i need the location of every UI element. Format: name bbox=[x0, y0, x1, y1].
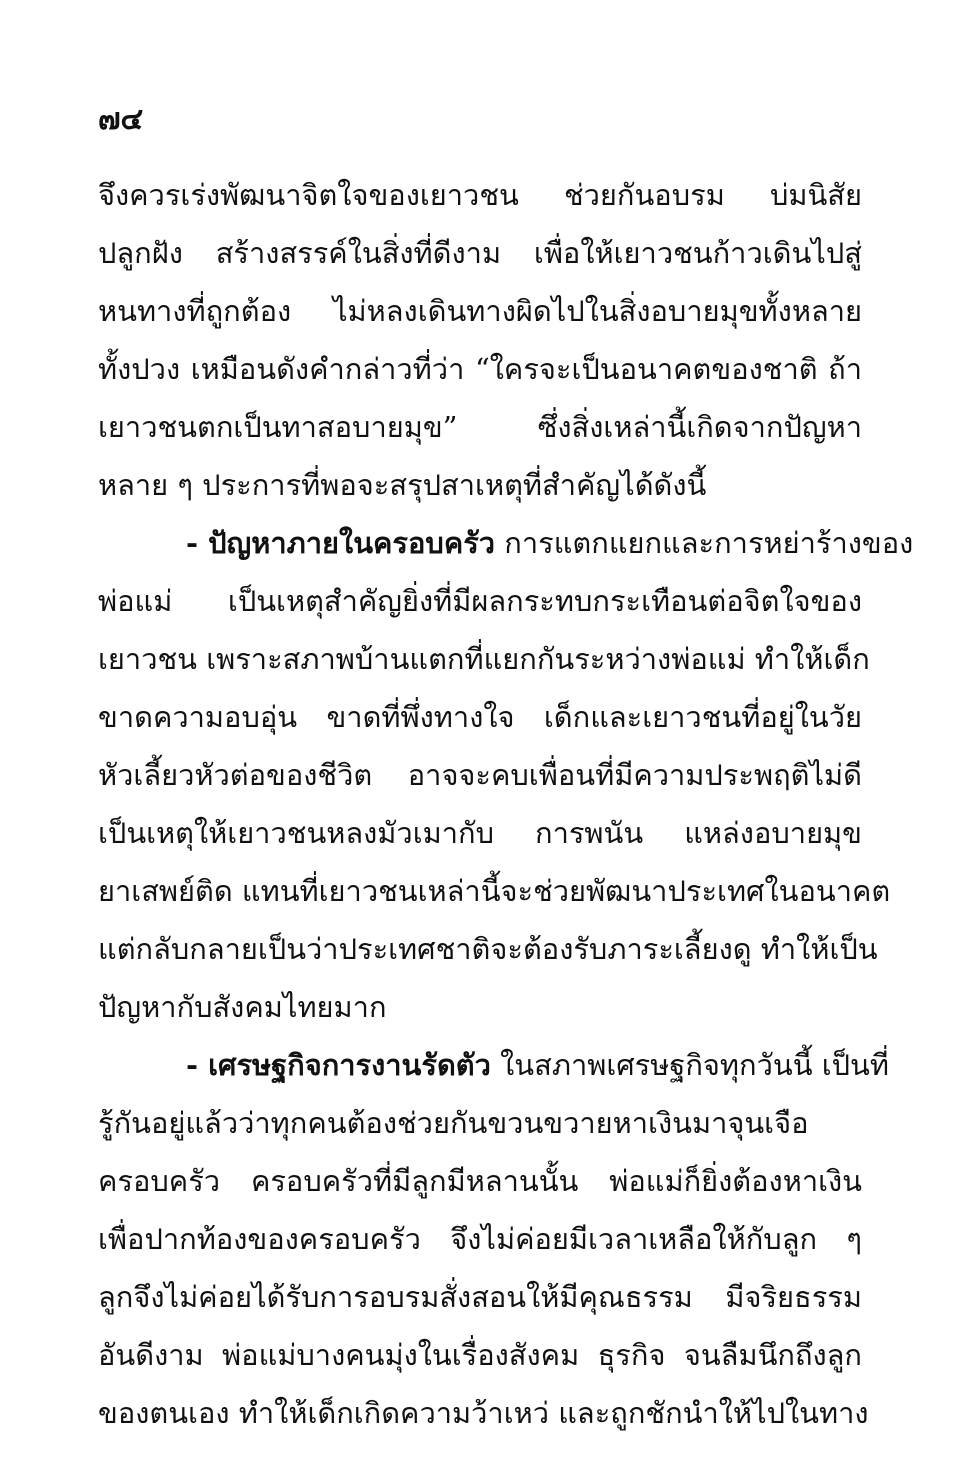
text-line: พ่อแม่ เป็นเหตุสำคัญยิ่งที่มีผลกระทบกระเทือนต่อจิตใจของ bbox=[98, 584, 862, 618]
text-line: เยาวชน เพราะสภาพบ้านแตกที่แยกกันระหว่างพ่อแม่ ทำให้เด็ก bbox=[98, 642, 870, 676]
text-line: ครอบครัว ครอบครัวที่มีลูกมีหลานนั้น พ่อแม่ก็ยิ่งต้องหาเงิน bbox=[98, 1164, 862, 1198]
section-heading-economy-work: - เศรษฐกิจการงานรัดตัว bbox=[186, 1048, 491, 1082]
text-line: หลาย ๆ ประการที่พอจะสรุปสาเหตุที่สำคัญได้ดังนี้ bbox=[98, 468, 707, 502]
text-line: ของตนเอง ทำให้เด็กเกิดความว้าเหว่ และถูกชักนำให้ไปในทาง bbox=[98, 1396, 869, 1430]
page-number: ๗๔ bbox=[98, 102, 144, 137]
text-line: อันดีงาม พ่อแม่บางคนมุ่งในเรื่องสังคม ธุรกิจ จนลืมนึกถึงลูก bbox=[98, 1338, 862, 1372]
text-line: ยาเสพย์ติด แทนที่เยาวชนเหล่านี้จะช่วยพัฒนาประเทศในอนาคต bbox=[98, 874, 891, 908]
text-line: ทั้งปวง เหมือนดังคำกล่าวที่ว่า “ใครจะเป็นอนาคตของชาติ ถ้า bbox=[98, 352, 862, 386]
paragraph-first-line bbox=[98, 514, 914, 572]
text-line: หนทางที่ถูกต้อง ไม่หลงเดินทางผิดไปในสิ่งอบายมุขทั้งหลาย bbox=[98, 294, 862, 328]
text-span: ในสภาพเศรษฐกิจทุกวันนี้ เป็นที่ bbox=[490, 1048, 889, 1082]
text-line: ขาดความอบอุ่น ขาดที่พึ่งทางใจ เด็กและเยาวชนที่อยู่ในวัย bbox=[98, 700, 862, 734]
text-line: จึงควรเร่งพัฒนาจิตใจของเยาวชน ช่วยกันอบรม บ่มนิสัย bbox=[98, 178, 862, 212]
text-line: เป็นเหตุให้เยาวชนหลงมัวเมากับ การพนัน แหล่งอบายมุข bbox=[98, 816, 862, 850]
body-text bbox=[98, 166, 914, 1442]
text-line: เยาวชนตกเป็นทาสอบายมุข” ซึ่งสิ่งเหล่านี้เกิดจากปัญหา bbox=[98, 410, 862, 444]
text-line: รู้กันอยู่แล้วว่าทุกคนต้องช่วยกันขวนขวายหาเงินมาจุนเจือ bbox=[98, 1106, 809, 1140]
text-line: หัวเลี้ยวหัวต่อของชีวิต อาจจะคบเพื่อนที่มีความประพฤติไม่ดี bbox=[98, 758, 862, 792]
text-line: ปัญหากับสังคมไทยมาก bbox=[98, 990, 387, 1024]
section-heading-family-problems: - ปัญหาภายในครอบครัว bbox=[186, 526, 496, 560]
text-span: การแตกแยกและการหย่าร้างของ bbox=[495, 526, 914, 560]
text-line: ปลูกฝัง สร้างสรรค์ในสิ่งที่ดีงาม เพื่อให้เยาวชนก้าวเดินไปสู่ bbox=[98, 236, 862, 270]
text-line: แต่กลับกลายเป็นว่าประเทศชาติจะต้องรับภาระเลี้ยงดู ทำให้เป็น bbox=[98, 932, 878, 966]
text-line: ลูกจึงไม่ค่อยได้รับการอบรมสั่งสอนให้มีคุณธรรม มีจริยธรรม bbox=[98, 1280, 862, 1314]
text-line: เพื่อปากท้องของครอบครัว จึงไม่ค่อยมีเวลาเหลือให้กับลูก ๆ bbox=[98, 1222, 862, 1256]
paragraph-first-line bbox=[98, 1036, 889, 1094]
